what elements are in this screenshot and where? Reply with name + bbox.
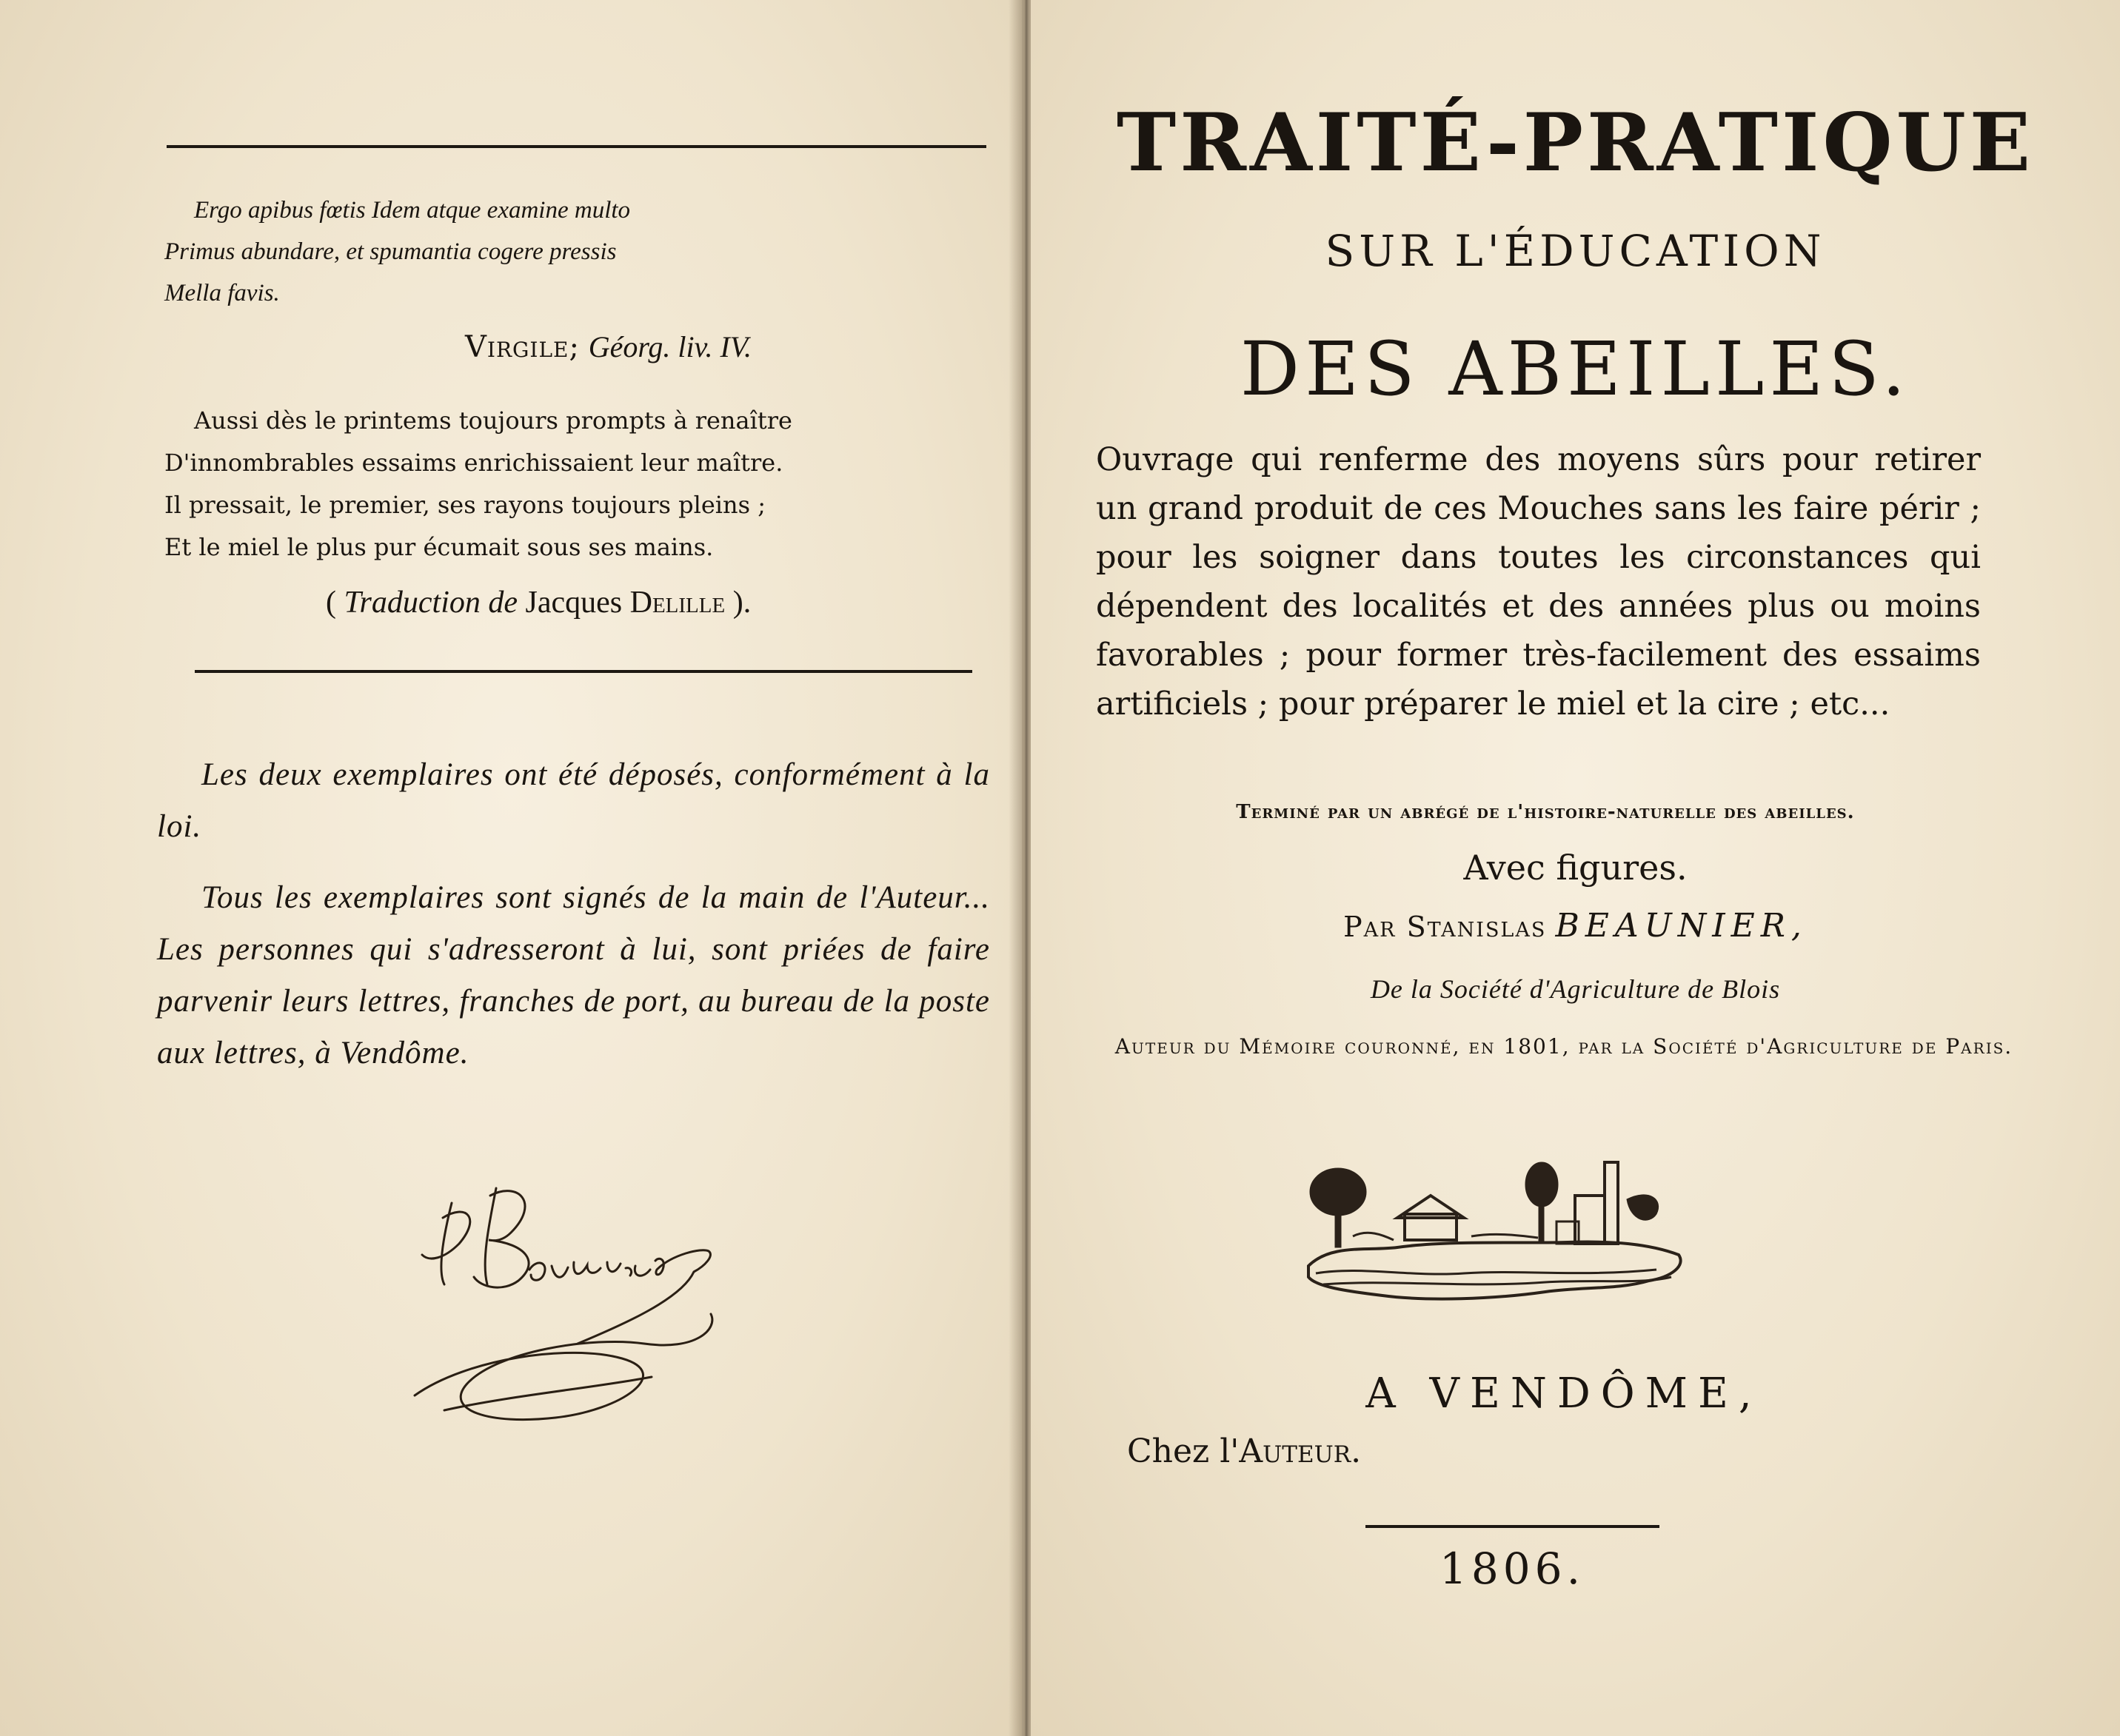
attribution-author: Virgile bbox=[465, 330, 569, 364]
left-page bbox=[0, 0, 1022, 1736]
latin-line: Ergo apibus fœtis Idem atque examine multo bbox=[194, 197, 631, 224]
memoire-line: Auteur du Mémoire couronné, en 1801, par la Société d'Agriculture de Paris. bbox=[1114, 1034, 2013, 1059]
top-rule bbox=[167, 145, 986, 148]
epigraph-latin bbox=[164, 190, 860, 314]
author-prefix: Par Stanislas bbox=[1343, 911, 1547, 943]
french-line: D'innombrables essaims enrichissaient leur maître. bbox=[164, 449, 783, 477]
notice-signed bbox=[157, 872, 990, 1079]
notice-deposit-text: Les deux exemplaires ont été déposés, conformément à la loi. bbox=[157, 757, 990, 844]
attribution-work: Géorg. liv. IV. bbox=[588, 330, 752, 363]
publisher-name: Auteur. bbox=[1239, 1432, 1362, 1470]
termine-line: Terminé par un abrégé de l'histoire-naturelle des abeilles. bbox=[1236, 801, 1855, 823]
french-line: Aussi dès le printems toujours prompts à renaître bbox=[194, 406, 792, 435]
notice-signed-text: Tous les exemplaires sont signés de la main de l'Auteur... Les personnes qui s'adresseront à lui, sont priées de faire parvenir leurs lettres, franches de port, au bureau de la poste aux lettres, à Vendôme. bbox=[157, 880, 990, 1070]
place-line: A VENDÔME, bbox=[1365, 1370, 1762, 1418]
notice-deposit bbox=[157, 749, 990, 853]
epigraph-attribution bbox=[465, 329, 983, 364]
description-text: Ouvrage qui renferme des moyens sûrs pour retirer un grand produit de ces Mouches sans les faire périr ; pour les soigner dans toutes les circonstances qui dépendent des localités et des années plus ou moins favorables ; pour former très-facilement des essaims artificiels ; pour préparer le miel et la cire ; etc... bbox=[1096, 441, 1981, 723]
figures-line: Avec figures. bbox=[1463, 848, 1688, 888]
author-signature bbox=[400, 1173, 785, 1425]
title-line-1: TRAITÉ-PRATIQUE bbox=[1116, 96, 2035, 190]
publisher-line bbox=[1127, 1432, 1645, 1470]
woodcut-vignette bbox=[1301, 1155, 1686, 1307]
translation-open: ( bbox=[326, 586, 336, 620]
middle-rule bbox=[195, 670, 972, 673]
french-line: Et le miel le plus pur écumait sous ses mains. bbox=[164, 533, 714, 561]
translation-credit bbox=[326, 585, 992, 620]
author-line bbox=[1031, 907, 2120, 945]
translation-close: ). bbox=[732, 586, 752, 620]
latin-line: Primus abundare, et spumantia cogere pressis bbox=[164, 238, 617, 265]
publisher-prefix: Chez l' bbox=[1127, 1432, 1240, 1470]
year-line: 1806. bbox=[1439, 1544, 1585, 1594]
translation-prefix: Traduction de bbox=[344, 586, 518, 620]
author-name: BEAUNIER, bbox=[1555, 907, 1808, 945]
description bbox=[1096, 435, 1981, 728]
society-line: De la Société d'Agriculture de Blois bbox=[1370, 974, 1781, 1004]
title-line-3: DES ABEILLES. bbox=[1240, 326, 1911, 412]
bottom-rule bbox=[1365, 1525, 1659, 1528]
translation-last-name: Delille bbox=[629, 586, 726, 620]
translation-first-name: Jacques bbox=[525, 586, 623, 620]
right-page bbox=[1031, 0, 2120, 1736]
french-line: Il pressait, le premier, ses rayons toujours pleins ; bbox=[164, 491, 766, 519]
title-line-2: SUR L'ÉDUCATION bbox=[1325, 226, 1826, 276]
epigraph-french bbox=[164, 400, 934, 569]
latin-line: Mella favis. bbox=[164, 280, 280, 306]
attribution-separator: ; bbox=[569, 330, 579, 364]
